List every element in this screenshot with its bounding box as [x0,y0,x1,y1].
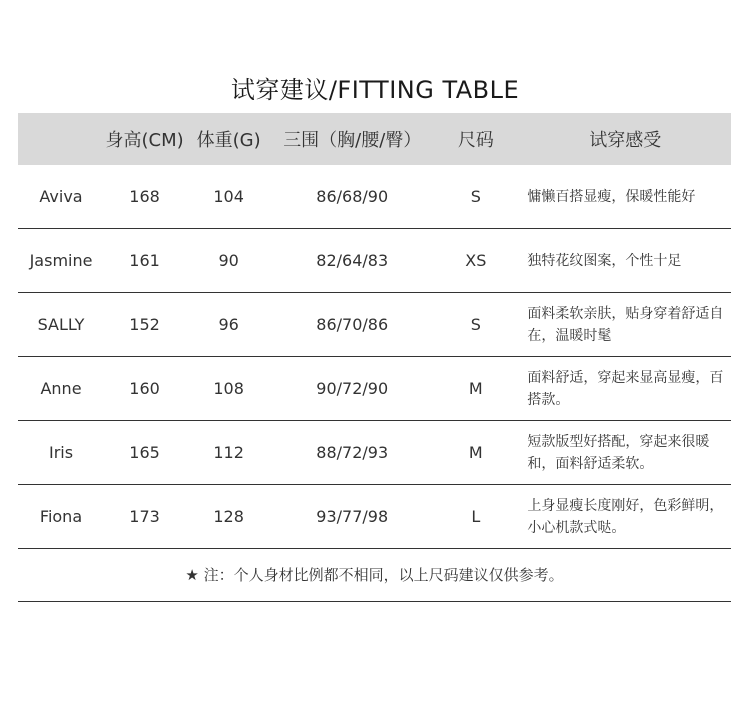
cell-feedback: 上身显瘦长度刚好，色彩鲜明，小心机款式哒。 [527,497,724,536]
cell-name: SALLY [37,315,85,334]
cell-height: 161 [129,251,160,270]
cell-weight: 104 [213,187,244,206]
table-row [18,165,731,229]
cell-weight: 96 [218,315,239,334]
header-feedback: 试穿感受 [589,130,662,151]
table-row [18,421,731,485]
table-row [18,293,731,357]
header-height: 身高(CM) [105,130,184,151]
cell-measurements: 86/68/90 [316,187,389,206]
cell-height: 168 [129,187,160,206]
cell-height: 165 [129,443,160,462]
cell-name: Aviva [39,187,83,206]
cell-weight: 90 [218,251,239,270]
cell-measurements: 88/72/93 [316,443,389,462]
fitting-table [18,113,731,602]
table-row [18,357,731,421]
cell-name: Iris [48,443,74,462]
header-weight: 体重(G) [196,130,261,151]
cell-size: L [471,507,481,526]
header-size: 尺码 [457,130,494,151]
cell-height: 173 [129,507,160,526]
cell-measurements: 86/70/86 [316,315,389,334]
cell-size: S [470,315,481,334]
cell-weight: 112 [213,443,244,462]
cell-measurements: 82/64/83 [316,251,389,270]
cell-size: M [468,443,483,462]
cell-feedback: 面料柔软亲肤，贴身穿着舒适自在，温暖时髦 [527,305,724,344]
cell-size: M [468,379,483,398]
cell-name: Jasmine [29,251,93,270]
footnote: ★ 注：个人身材比例都不相同，以上尺码建议仅供参考。 [18,549,731,602]
cell-size: S [470,187,481,206]
cell-height: 152 [129,315,160,334]
cell-weight: 108 [213,379,244,398]
cell-height: 160 [129,379,160,398]
cell-measurements: 90/72/90 [316,379,389,398]
cell-weight: 128 [213,507,244,526]
cell-measurements: 93/77/98 [316,507,389,526]
header-measurements: 三围（胸/腰/臀） [283,130,422,151]
table-header [18,113,731,165]
cell-feedback: 独特花纹图案，个性十足 [527,252,682,269]
cell-name: Anne [40,379,82,398]
cell-feedback: 短款版型好搭配，穿起来很暖和，面料舒适柔软。 [527,433,710,472]
table-row [18,485,731,549]
cell-name: Fiona [39,507,83,526]
cell-feedback: 慵懒百搭显瘦，保暖性能好 [527,188,696,205]
cell-feedback: 面料舒适，穿起来显高显瘦，百搭款。 [527,369,724,408]
table-row [18,229,731,293]
cell-size: XS [465,251,487,270]
page-title: 试穿建议/FITTING TABLE [230,76,520,104]
